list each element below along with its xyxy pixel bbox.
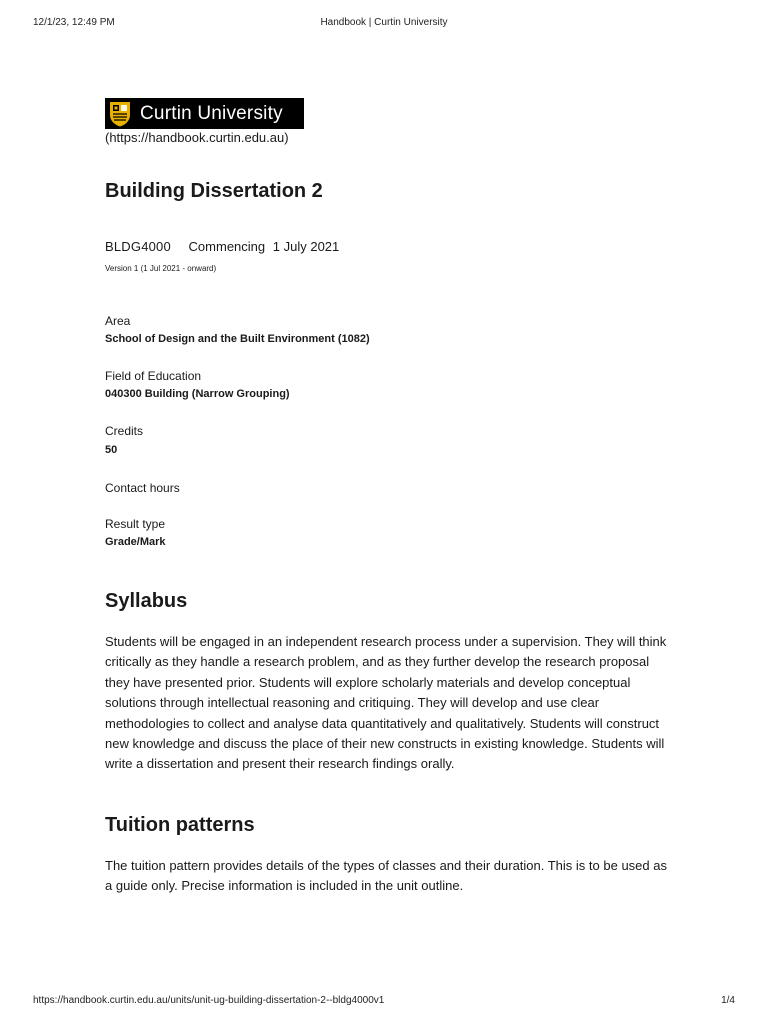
print-page-title: Handbook | Curtin University <box>320 17 448 28</box>
area-value: School of Design and the Built Environment (1082) <box>105 333 370 345</box>
commencing-date: 1 July 2021 <box>272 239 340 254</box>
page-url: https://handbook.curtin.edu.au/units/unit-ug-building-dissertation-2--bldg4000v1 <box>33 995 385 1006</box>
tuition-patterns-text: The tuition pattern provides details of the types of classes and their duration. This is to be used as a guide only. Precise information is included in the unit outline. <box>105 858 667 894</box>
logo-wordmark: Curtin University <box>140 102 283 124</box>
unit-code-line <box>105 239 339 254</box>
crest-icon <box>109 101 131 127</box>
tuition-patterns-heading: Tuition patterns <box>105 814 255 836</box>
credits-value: 50 <box>105 444 118 456</box>
page-number: 1/4 <box>721 995 735 1006</box>
logo-block <box>105 98 304 145</box>
syllabus-heading: Syllabus <box>105 590 188 612</box>
unit-code: BLDG4000 <box>105 239 171 254</box>
credits-label: Credits <box>105 424 144 438</box>
result-type-value: Grade/Mark <box>105 536 166 548</box>
print-footer <box>33 995 735 1009</box>
commencing-label: Commencing <box>188 239 266 254</box>
handbook-link-text: (https://handbook.curtin.edu.au) <box>105 130 289 145</box>
curtin-logo[interactable] <box>105 98 304 129</box>
version-info: Version 1 (1 Jul 2021 - onward) <box>105 264 217 273</box>
print-date: 12/1/23, 12:49 PM <box>33 17 115 28</box>
field-of-education-label: Field of Education <box>105 369 202 383</box>
field-of-education-value: 040300 Building (Narrow Grouping) <box>105 388 290 400</box>
area-label: Area <box>105 314 131 328</box>
print-header <box>33 17 735 31</box>
result-type-label: Result type <box>105 517 166 531</box>
syllabus-text: Students will be engaged in an independent research process under a supervision. They will think critically as they handle a research problem, and as they further develop the research proposal they have presented prior. Students will explore scholarly materials and develop conceptual solutions through intellectual reasoning and critiquing. They will develop and use clear methodologies to collect and analyse data quantitatively and qualitatively. Students will construct new knowledge and discuss the place of their new constructs in existing knowledge. Students will write a dissertation and present their research findings orally. <box>105 634 667 772</box>
contact-hours-label: Contact hours <box>105 481 180 495</box>
handbook-link[interactable] <box>105 130 304 145</box>
unit-title: Building Dissertation 2 <box>105 180 323 202</box>
